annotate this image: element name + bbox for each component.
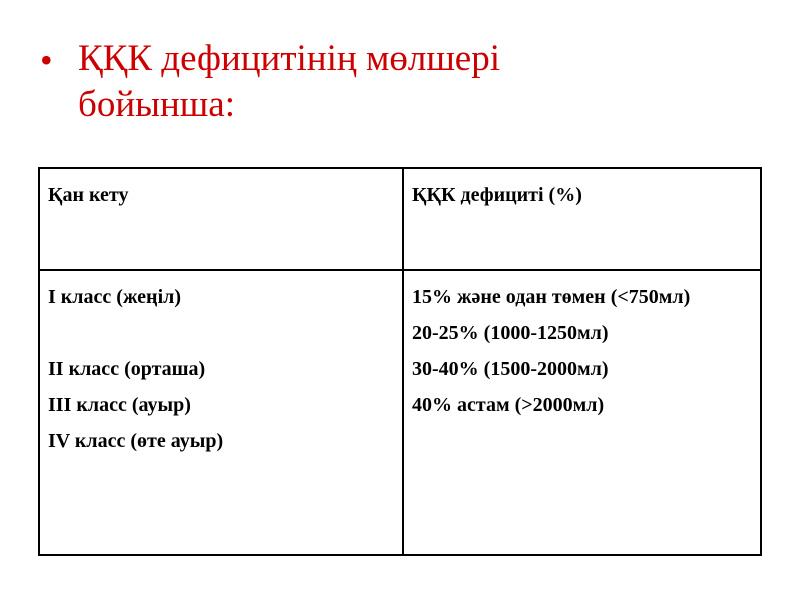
deficit-item: 40% астам (>2000мл) [412, 394, 605, 416]
class-cell [39, 270, 403, 555]
slide-heading [40, 36, 760, 128]
heading-text [78, 36, 500, 128]
bullet-icon: • [40, 40, 53, 80]
header-cell-blood-loss: Қан кету [39, 168, 403, 270]
blood-loss-table [38, 167, 762, 556]
class-item: III класс (ауыр) [48, 394, 191, 416]
table-header-row [39, 168, 761, 270]
class-item: II класс (орташа) [48, 358, 206, 380]
deficit-item: 15% және одан төмен (<750мл) [412, 286, 691, 308]
header-cell-deficit: ҚҚК дефициті (%) [403, 168, 761, 270]
spacer [48, 321, 394, 357]
deficit-item: 30-40% (1500-2000мл) [412, 358, 609, 380]
deficit-item: 20-25% (1000-1250мл) [412, 322, 609, 344]
heading-line-2: бойынша: [78, 84, 235, 125]
heading-line-1: ҚҚК дефицитінің мөлшері [78, 38, 501, 79]
class-item: I класс (жеңіл) [48, 286, 182, 308]
class-item: IV класс (өте ауыр) [48, 430, 224, 452]
table-body-row [39, 270, 761, 555]
deficit-cell [403, 270, 761, 555]
